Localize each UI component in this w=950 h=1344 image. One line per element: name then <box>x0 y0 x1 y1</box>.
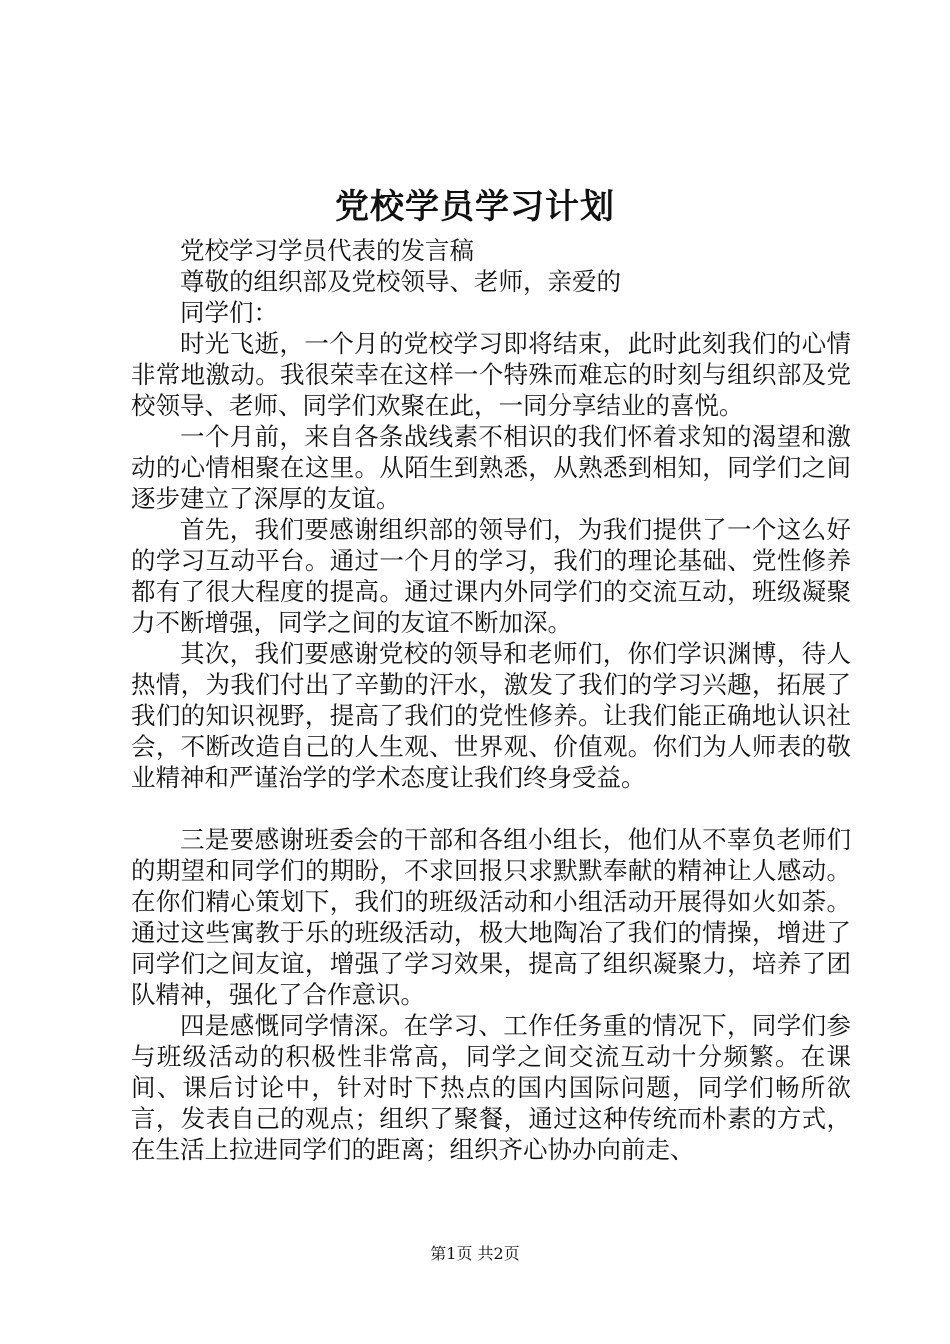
document-title: 党校学员学习计划 <box>335 187 615 227</box>
paragraph-salutation-cont: 同学们： <box>180 298 278 327</box>
paragraph: 其次，我们要感谢党校的领导和老师们，你们学识渊博，待人热情，为我们付出了辛勤的汗水，激发了我们的学习兴趣，拓展了我们的知识视野，提高了我们的党性修养。让我们能正确地认识社会，不断改造自己的人生观、世界观、价值观。你们为人师表的敬业精神和严谨治学的学术态度让我们终身受益。 <box>131 639 851 792</box>
paragraph: 时光飞逝，一个月的党校学习即将结束，此时此刻我们的心情非常地激动。我很荣幸在这样一个特殊而难忘的时刻与组织部及党校领导、老师、同学们欢聚在此，一同分享结业的喜悦。 <box>131 329 851 420</box>
document-body <box>131 235 851 1165</box>
paragraph-salutation: 尊敬的组织部及党校领导、老师，亲爱的 <box>180 267 621 296</box>
paragraph: 三是要感谢班委会的干部和各组小组长，他们从不辜负老师们的期望和同学们的期盼，不求回报只求默默奉献的精神让人感动。在你们精心策划下，我们的班级活动和小组活动开展得如火如荼。通过这些寓教于乐的班级活动，极大地陶冶了我们的情操，增进了同学们之间友谊，增强了学习效果，提高了组织凝聚力，培养了团队精神，强化了合作意识。 <box>131 825 851 1009</box>
paragraph-subtitle: 党校学习学员代表的发言稿 <box>180 236 474 265</box>
paragraph-spacer <box>131 793 851 824</box>
paragraph: 首先，我们要感谢组织部的领导们，为我们提供了一个这么好的学习互动平台。通过一个月的学习，我们的理论基础、党性修养都有了很大程度的提高。通过课内外同学们的交流互动，班级凝聚力不断增强，同学之间的友谊不断加深。 <box>131 515 851 637</box>
paragraph: 四是感慨同学情深。在学习、工作任务重的情况下，同学们参与班级活动的积极性非常高，同学之间交流互动十分频繁。在课间、课后讨论中，针对时下热点的国内国际问题，同学们畅所欲言，发表自己的观点；组织了聚餐，通过这种传统而朴素的方式，在生活上拉进同学们的距离；组织齐心协办向前走、 <box>131 1011 851 1164</box>
page-number: 第1页 共2页 <box>430 1244 520 1263</box>
paragraph: 一个月前，来自各条战线素不相识的我们怀着求知的渴望和激动的心情相聚在这里。从陌生到熟悉，从熟悉到相知，同学们之间逐步建立了深厚的友谊。 <box>131 422 851 513</box>
